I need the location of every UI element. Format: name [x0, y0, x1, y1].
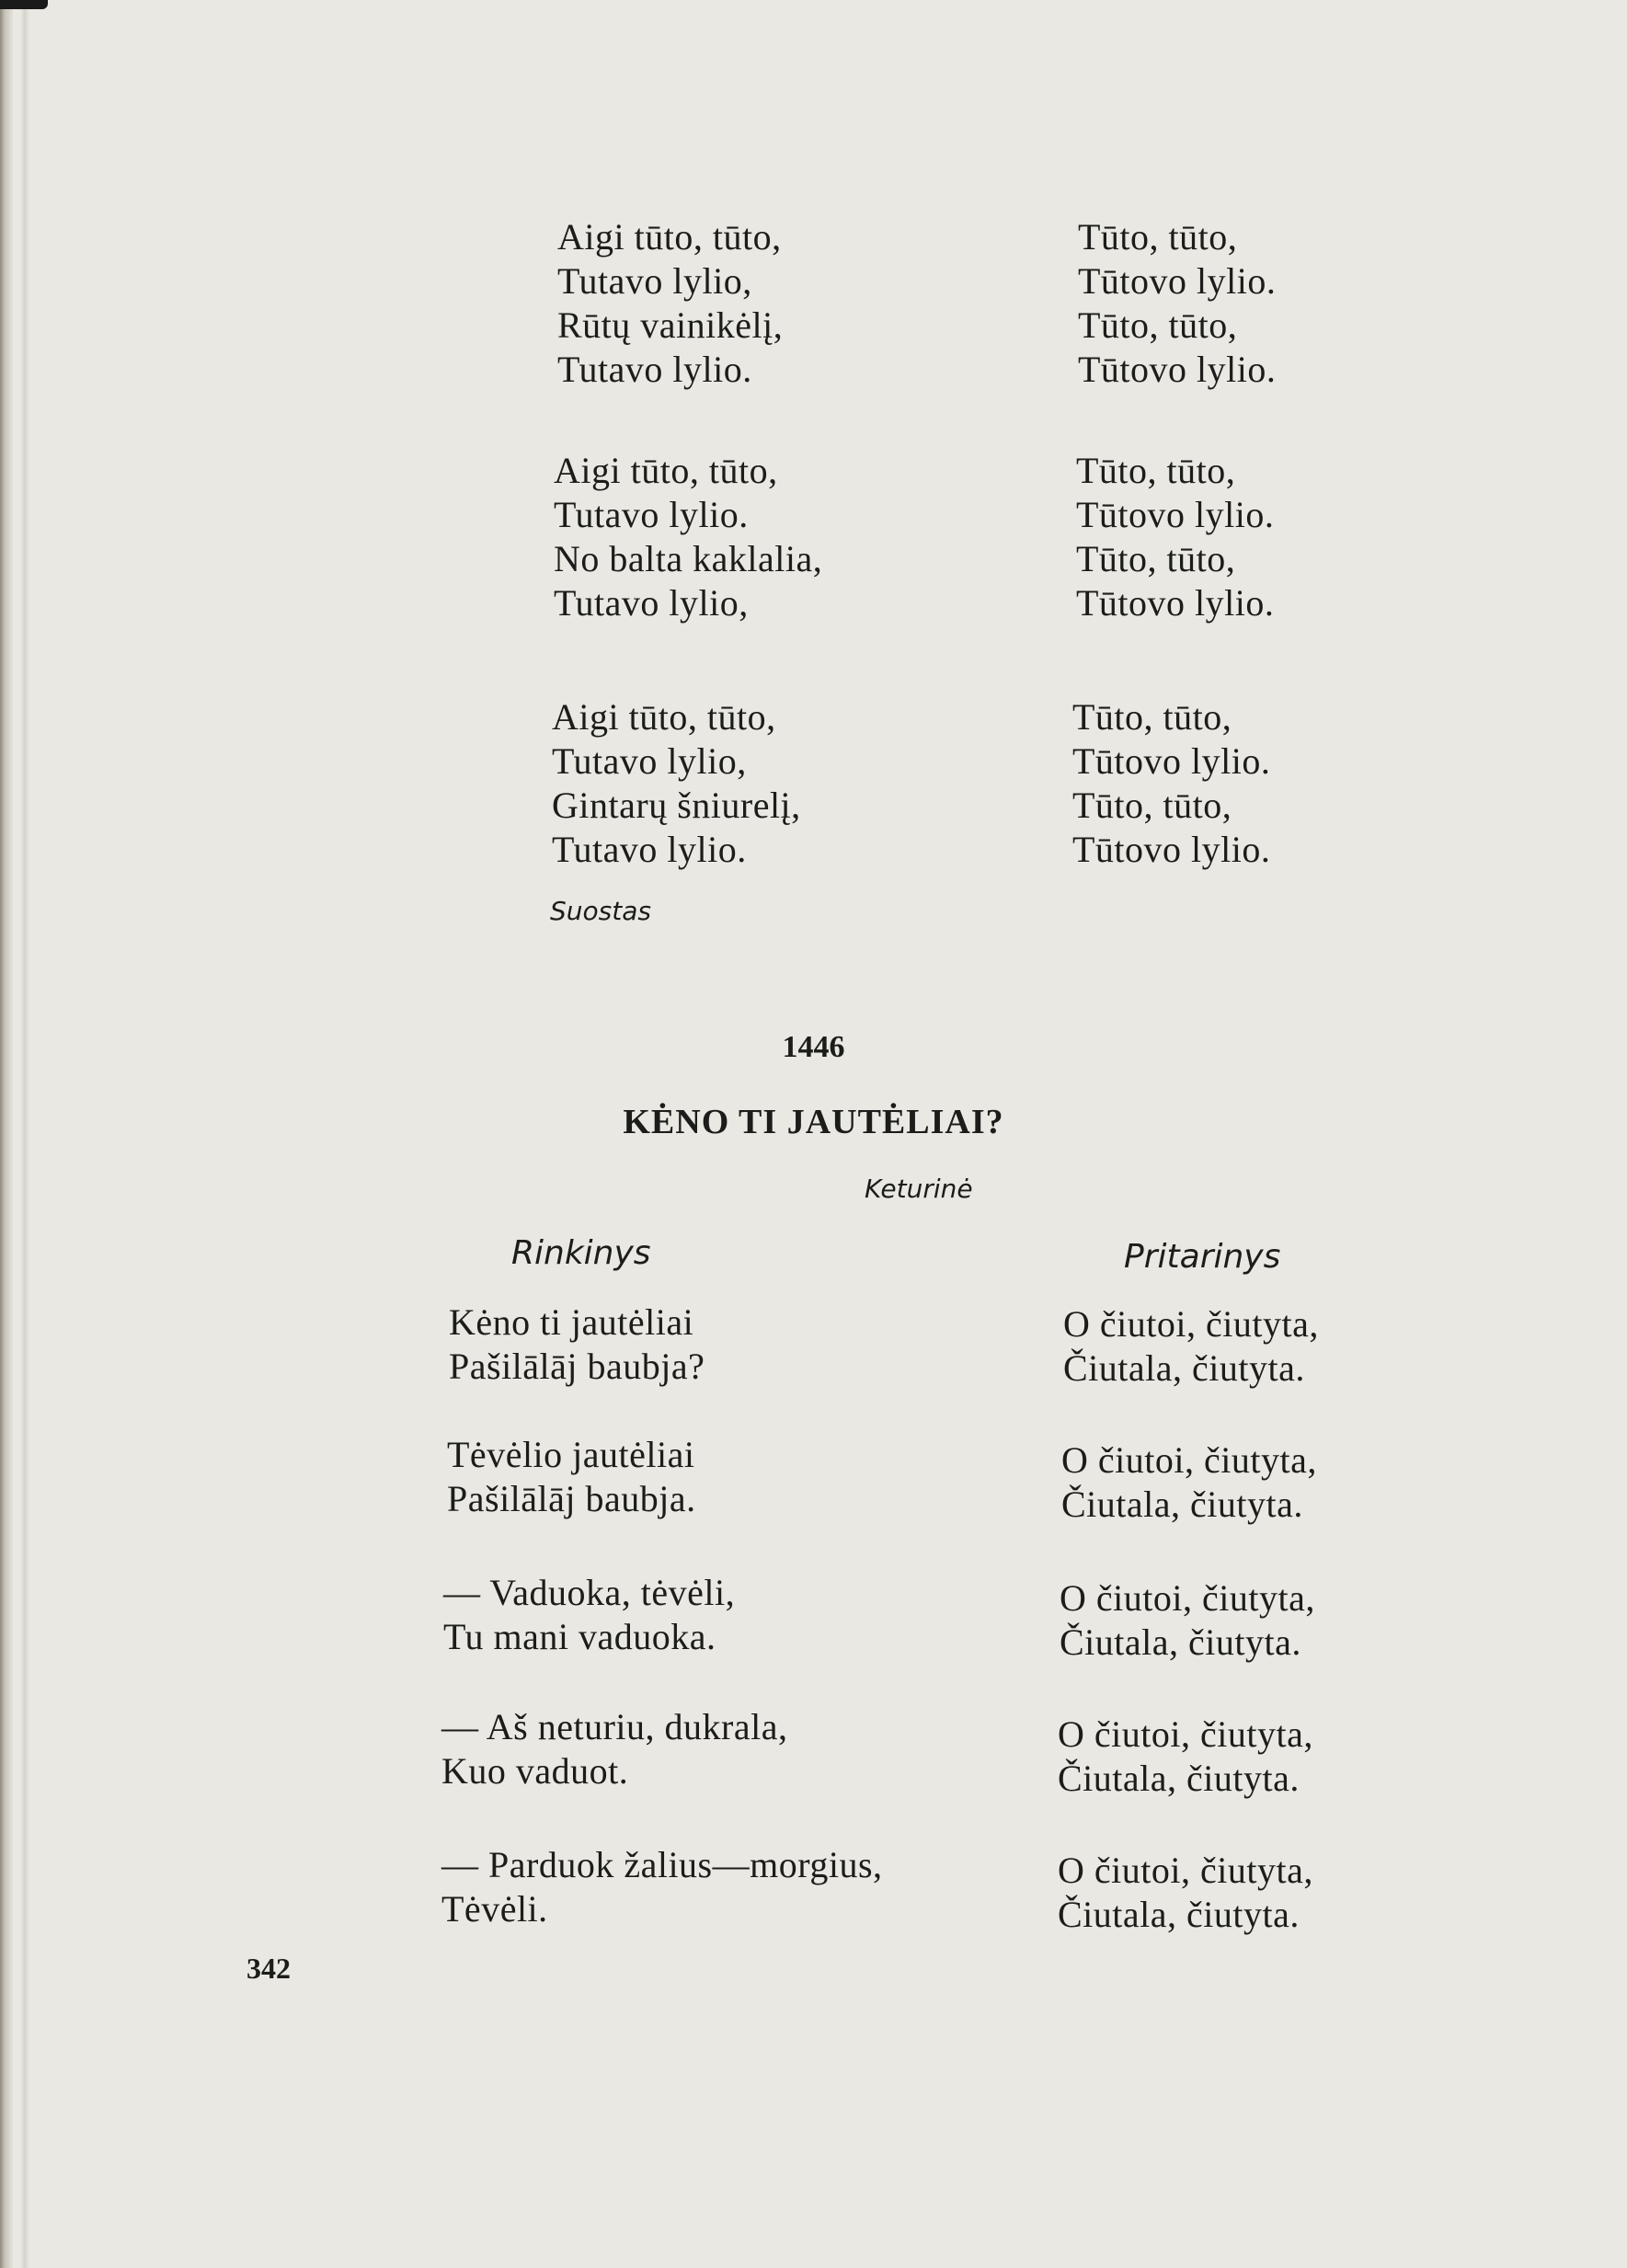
verse-line: No balta kaklalia, [554, 538, 823, 579]
verse-line: Čiutala, čiutyta. [1058, 1894, 1300, 1935]
song-stanza-3-right [1060, 1576, 1315, 1665]
verse-line: Gintarų šniurelį, [552, 785, 801, 826]
verse-line: — Parduok žalius—morgius, [441, 1844, 883, 1885]
verse-line: Tutavo lylio, [557, 260, 752, 302]
verse-line: Tu mani vaduoka. [443, 1616, 716, 1657]
right-column-heading: Pritarinys [1124, 1238, 1281, 1276]
top-stanza-1-left [557, 215, 783, 392]
page-corner-mark [0, 0, 48, 9]
verse-line: Tutavo lylio, [552, 740, 747, 782]
verse-line: Rūtų vainikėlį, [557, 304, 784, 346]
verse-line: Čiutala, čiutyta. [1063, 1347, 1305, 1389]
song-stanza-1-right [1063, 1302, 1319, 1391]
top-stanza-1-right [1078, 215, 1276, 392]
song-stanza-5-left [441, 1843, 883, 1931]
verse-line: Tūto, tūto, [1072, 696, 1232, 738]
top-stanza-3-left [552, 695, 801, 872]
verse-line: Aigi tūto, tūto, [557, 216, 782, 258]
verse-line: Tūtovo lylio. [1072, 829, 1271, 870]
song-stanza-2-left [447, 1433, 696, 1521]
left-column-heading: Rinkinys [511, 1234, 651, 1272]
verse-line: Aigi tūto, tūto, [552, 696, 776, 738]
verse-line: Kuo vaduot. [441, 1750, 629, 1792]
verse-line: Tutavo lylio. [552, 829, 747, 870]
verse-line: Tūto, tūto, [1076, 450, 1236, 491]
verse-line: Tūto, tūto, [1078, 216, 1238, 258]
top-stanza-3-right [1072, 695, 1270, 872]
verse-line: Kėno ti jautėliai [449, 1301, 694, 1343]
song-stanza-5-right [1058, 1849, 1313, 1937]
verse-line: Čiutala, čiutyta. [1058, 1758, 1300, 1799]
song-stanza-1-left [449, 1300, 705, 1389]
song-stanza-4-left [441, 1705, 788, 1793]
verse-line: Čiutala, čiutyta. [1060, 1621, 1301, 1663]
song-title: KĖNO TI JAUTĖLIAI? [623, 1103, 1004, 1141]
verse-line: Tėvėli. [441, 1888, 548, 1930]
verse-line: Tėvėlio jautėliai [447, 1434, 695, 1475]
verse-line: O čiutoi, čiutyta, [1061, 1439, 1317, 1481]
verse-line: Tūtovo lylio. [1078, 349, 1277, 390]
verse-line: O čiutoi, čiutyta, [1058, 1850, 1313, 1891]
song-subtitle: Keturinė [865, 1174, 973, 1204]
top-stanza-2-right [1076, 449, 1274, 625]
verse-line: Tūto, tūto, [1078, 304, 1238, 346]
verse-line: Tūto, tūto, [1076, 538, 1236, 579]
song-stanza-2-right [1061, 1438, 1317, 1527]
verse-line: O čiutoi, čiutyta, [1063, 1303, 1319, 1345]
verse-line: — Vaduoka, tėvėli, [443, 1572, 736, 1613]
verse-line: Pašilālāj baubja? [449, 1346, 705, 1387]
verse-line: Čiutala, čiutyta. [1061, 1483, 1303, 1525]
verse-line: O čiutoi, čiutyta, [1060, 1577, 1315, 1619]
verse-line: Tutavo lylio. [557, 349, 752, 390]
verse-line: Tūtovo lylio. [1076, 582, 1275, 624]
verse-line: Tūtovo lylio. [1076, 494, 1275, 535]
verse-line: Pašilālāj baubja. [447, 1478, 696, 1519]
verse-line: O čiutoi, čiutyta, [1058, 1713, 1313, 1755]
page-number: 342 [246, 1952, 291, 1985]
top-stanza-2-left [554, 449, 822, 625]
verse-line: — Aš neturiu, dukrala, [441, 1706, 788, 1747]
verse-line: Tūtovo lylio. [1072, 740, 1271, 782]
song-stanza-3-left [443, 1571, 735, 1659]
source-place: Suostas [550, 896, 651, 926]
verse-line: Tūtovo lylio. [1078, 260, 1277, 302]
verse-line: Tutavo lylio, [554, 582, 749, 624]
song-number: 1446 [782, 1030, 845, 1064]
verse-line: Aigi tūto, tūto, [554, 450, 778, 491]
verse-line: Tūto, tūto, [1072, 785, 1232, 826]
verse-line: Tutavo lylio. [554, 494, 749, 535]
song-stanza-4-right [1058, 1712, 1313, 1801]
